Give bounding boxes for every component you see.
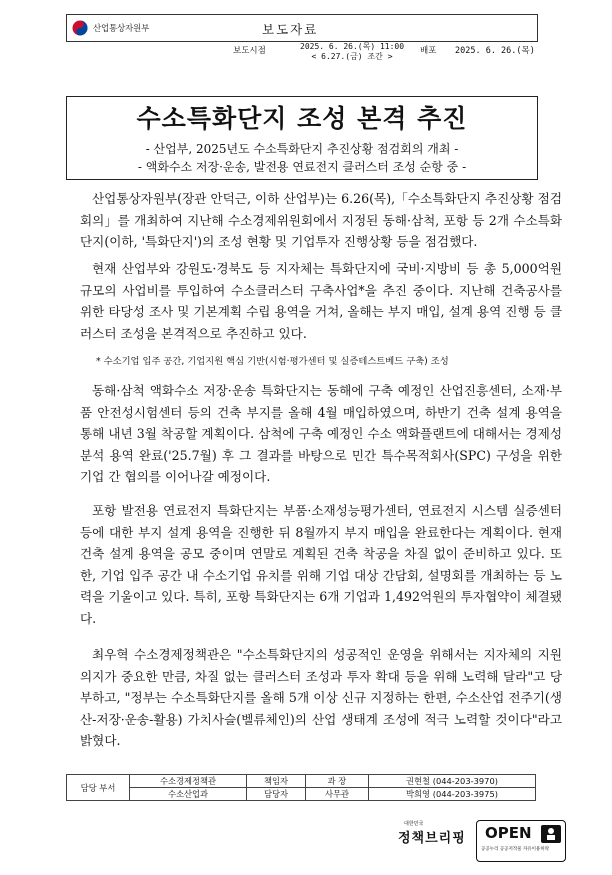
taegeuk-emblem-icon: [72, 20, 88, 36]
staff-label: 담당자: [247, 788, 306, 801]
kogl-license-icon: [541, 825, 561, 843]
distribution-label: 배포: [420, 46, 437, 56]
rank-2: 사무관: [306, 788, 369, 801]
dept-label: 담당 부서: [67, 775, 130, 801]
embargo-time: [300, 42, 404, 61]
page-title: 수소특화단지 조성 본격 추진: [136, 104, 468, 133]
embargo-label: 보도시점: [233, 46, 266, 56]
contact-row: [67, 775, 536, 788]
paragraph-1: 산업통상자원부(장관 안덕근, 이하 산업부)는 6.26(목),「수소특화단지 추진상황 점검회의」를 개최하여 지난해 수소경제위원회에서 지정된 동해·삼척, 포항 등 2개 수소특화단지(이하, '특화단지')의 조성 현황 및 기업투자 진행상황 등을 점검했다.: [80, 191, 562, 250]
person-2: 박희영 (044-203-3975): [369, 788, 536, 801]
contact-table: [66, 774, 536, 801]
distribution-date: 2025. 6. 26.(목): [455, 46, 535, 56]
paragraph-5: 최우혁 수소경제정책관은 "수소특화단지의 성공적인 운영을 위해서는 지자체의 지원의지가 중요한 만큼, 차질 없는 클러스터 조성과 투자 확대 등을 위해 노력해 달라"고 당부하고, "정부는 수소특화단지를 올해 5개 이상 신규 지정하는 한편, 수소산업 전주기(생산-저장·운송-활용) 가치사슬(벨류체인)의 산업 생태계 조성에 적극 노력할 것이다"라고 밝혔다.: [80, 647, 562, 749]
rank-1: 과 장: [306, 775, 369, 788]
kogl-open-text: OPEN: [485, 824, 532, 842]
embargo-time-line1: 2025. 6. 26.(목) 11:00: [300, 42, 405, 51]
subtitle-1: - 산업부, 2025년도 수소특화단지 추진상황 점검회의 개최 -: [145, 142, 459, 156]
paragraph-3: 동해·삼척 액화수소 저장·운송 특화단지는 동해에 구축 예정인 산업진흥센터, 소재·부품 안전성시험센터 등의 건축 부지를 올해 4월 매입하였으며, 하반기 건축 설계 용역을 통해 내년 3월 착공할 계획이다. 삼척에 구축 예정인 수소 액화플랜트에 대해서는 경제성 분석 용역 완료('25.7월) 후 그 결과를 바탕으로 민간 특수목적회사(SPC) 구성을 위한 기업 간 협의를 이어나갈 예정이다.: [80, 383, 562, 485]
paragraph-2: 현재 산업부와 강원도·경북도 등 지자체는 특화단지에 국비·지방비 등 총 5,000억원 규모의 사업비를 투입하여 수소클러스터 구축사업*을 추진 중이다. 지난해 건축공사를 위한 타당성 조사 및 기본계획 수립 용역을 거쳐, 올해는 부지 매입, 설계 용역 진행 등 클러스터 조성을 본격적으로 추진하고 있다.: [80, 261, 562, 341]
ministry-logo: [72, 18, 182, 38]
kogl-title-text: 공공누리 공공저작물 자유이용허락: [481, 847, 550, 852]
dept-1: 수소경제정책관: [130, 775, 247, 788]
document-type: 보도자료: [262, 22, 319, 37]
dept-2: 수소산업과: [130, 788, 247, 801]
policy-briefing-logo: [398, 820, 478, 860]
kogl-open-logo: [476, 820, 566, 862]
embargo-time-line2: < 6.27.(금) 조간 >: [311, 51, 393, 61]
briefing-small-text: 대한민국: [404, 821, 424, 827]
contact-row: [67, 788, 536, 801]
responsible-label: 책임자: [247, 775, 306, 788]
briefing-big-text: 정책브리핑: [398, 831, 466, 846]
paragraph-4: 포항 발전용 연료전지 특화단지는 부품·소재성능평가센터, 연료전지 시스템 실증센터 등에 대한 부지 설계 용역을 진행한 뒤 8월까지 부지 매입을 완료한다는 계획이다. 현재 건축 설계 용역을 공모 중이며 연말로 계획된 건축 착공을 차질 없이 준비하고 있다. 또한, 기업 입주 공간 내 수소기업 유치를 위해 기업 대상 간담회, 설명회를 개최하는 등 노력을 기울이고 있다. 특히, 포항 특화단지는 6개 기업과 1,492억원의 투자협약이 체결됐다.: [80, 503, 562, 626]
person-1: 권현철 (044-203-3970): [369, 775, 536, 788]
subtitle-2: - 액화수소 저장·운송, 발전용 연료전지 클러스터 조성 순항 중 -: [137, 160, 467, 174]
ministry-name: 산업통상자원부: [93, 24, 150, 34]
footnote: * 수소기업 입주 공간, 기업지원 핵심 기반(시험·평가센터 및 실증테스트베드 구축) 조성: [96, 356, 449, 367]
